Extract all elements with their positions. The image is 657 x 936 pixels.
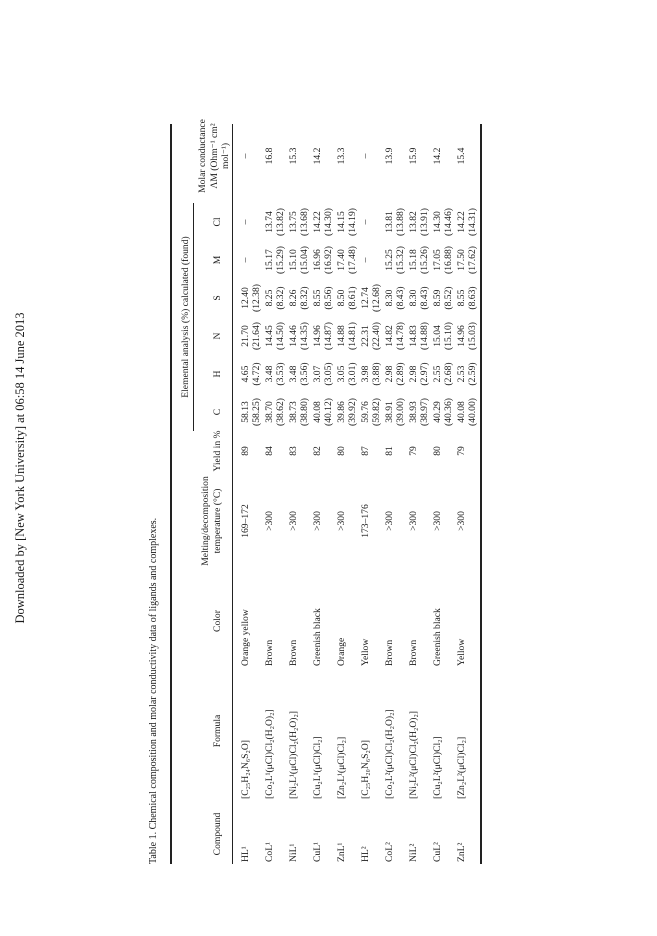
cell-molar: 13.3: [336, 147, 347, 165]
cell-found: (14.88): [419, 322, 430, 350]
table-caption: Table 1. Chemical composition and molar conductivity data of ligands and complexes.: [148, 517, 159, 864]
cell-found: (38.97): [419, 398, 430, 426]
cell-compound: CoL¹: [264, 842, 275, 862]
cell-formula: [Ni₂L²(μCl)Cl₂(H₂O)₂]: [408, 710, 419, 799]
cell-calculated: 8.55: [456, 289, 467, 307]
cell-c: [360, 393, 382, 431]
cell-h: [432, 355, 454, 393]
cell-mp: >300: [288, 511, 299, 531]
cell-n: [456, 317, 478, 355]
cell-calculated: 17.40: [336, 249, 347, 271]
cell-h: [240, 355, 262, 393]
cell-calculated: 13.82: [408, 211, 419, 233]
cell-color: Brown: [408, 639, 419, 666]
cell-found: (15.26): [419, 246, 430, 274]
cell-calculated: 16.96: [312, 249, 323, 271]
cell-formula: [Zn₂L²(μCl)Cl₂]: [456, 736, 467, 799]
cell-calculated: 8.55: [312, 289, 323, 307]
cell-yield: 80: [336, 446, 347, 456]
cell-found: (2.89): [395, 362, 406, 386]
cell-calculated: 15.17: [264, 249, 275, 271]
cell-found: (16.88): [443, 246, 454, 274]
cell-color: Greenish black: [432, 608, 443, 666]
cell-found: (14.30): [323, 208, 334, 236]
bottom-rule: [480, 124, 482, 864]
cell-calculated: 8.30: [384, 289, 395, 307]
cell-found: (14.19): [347, 208, 358, 236]
cell-h: [312, 355, 334, 393]
cell-calculated: 4.65: [240, 365, 251, 383]
cell-calculated: 14.96: [312, 325, 323, 347]
cell-calculated: 38.91: [384, 401, 395, 423]
cell-color: Brown: [288, 639, 299, 666]
cell-found: (2.97): [419, 362, 430, 386]
cell-formula: [Ni₂L¹(μCl)Cl₂(H₂O)₂]: [288, 710, 299, 799]
cell-mp: >300: [408, 511, 419, 531]
cell-h: [408, 355, 430, 393]
cell-s: [408, 279, 430, 317]
cell-found: (15.03): [467, 322, 478, 350]
cell-found: (14.31): [467, 208, 478, 236]
cell-calculated: 15.04: [432, 325, 443, 347]
cell-s: [288, 279, 310, 317]
cell-yield: 79: [408, 446, 419, 456]
cell-h: [360, 355, 382, 393]
cell-n: [288, 317, 310, 355]
cell-molar: 14.2: [312, 147, 323, 165]
header-elemental-analysis: Elemental analysis (%) calculated (found): [180, 236, 191, 398]
cell-found: (59.82): [371, 398, 382, 426]
cell-found: (22.40): [371, 322, 382, 350]
cell-calculated: 22.31: [360, 325, 371, 347]
header-rule: [232, 124, 233, 864]
cell-mp: >300: [432, 511, 443, 531]
cell-compound: CuL²: [432, 842, 443, 862]
cell-calculated: 2.53: [456, 365, 467, 383]
cell-s: [336, 279, 358, 317]
cell-n: [312, 317, 334, 355]
cell-m: [384, 241, 406, 279]
cell-found: (3.05): [323, 362, 334, 386]
cell-calculated: 14.15: [336, 211, 347, 233]
cell-found: (3.88): [371, 362, 382, 386]
cell-c: [408, 393, 430, 431]
cell-m: [408, 241, 430, 279]
cell-found: (14.87): [323, 322, 334, 350]
cell-found: (39.00): [395, 398, 406, 426]
header-melting-line2: temperature (°C): [211, 488, 223, 554]
cell-yield: 83: [288, 446, 299, 456]
cell-color: Yellow: [456, 638, 467, 666]
cell-calculated: –: [360, 257, 371, 263]
cell-m: [336, 241, 358, 279]
cell-s: [384, 279, 406, 317]
cell-m: [288, 241, 310, 279]
cell-mp: >300: [384, 511, 395, 531]
cell-formula: [Cu₂L²(μCl)Cl₂]: [432, 736, 443, 799]
cell-formula: [Co₂L²(μCl)Cl₂(H₂O)₂]: [384, 709, 395, 799]
cell-calculated: 59.76: [360, 401, 371, 423]
cell-molar: 15.3: [288, 147, 299, 165]
cell-c: [240, 393, 262, 431]
cell-found: (12.68): [371, 284, 382, 312]
cell-c: [432, 393, 454, 431]
header-H: H: [212, 370, 223, 378]
elemental-group-rule: [193, 203, 194, 431]
cell-n: [240, 317, 262, 355]
cell-molar: –: [360, 153, 371, 159]
cell-n: [360, 317, 382, 355]
cell-calculated: 15.10: [288, 249, 299, 271]
cell-calculated: 14.22: [456, 211, 467, 233]
header-Cl: Cl: [212, 217, 223, 227]
cell-compound: CoL²: [384, 842, 395, 862]
cell-color: Brown: [264, 639, 275, 666]
cell-found: (12.38): [251, 284, 262, 312]
cell-found: (40.12): [323, 398, 334, 426]
cell-calculated: 15.25: [384, 249, 395, 271]
cell-calculated: 2.55: [432, 365, 443, 383]
cell-m: [432, 241, 454, 279]
cell-found: (3.56): [299, 362, 310, 386]
cell-s: [312, 279, 334, 317]
header-molar: [197, 114, 232, 198]
cell-m: [360, 241, 371, 279]
cell-molar: 16.8: [264, 147, 275, 165]
cell-cl: [456, 203, 478, 241]
header-formula: Formula: [212, 714, 223, 748]
cell-found: (40.00): [467, 398, 478, 426]
cell-calculated: 3.05: [336, 365, 347, 383]
cell-found: (8.63): [467, 286, 478, 310]
cell-compound: NiL¹: [288, 843, 299, 862]
cell-cl: [288, 203, 310, 241]
cell-color: Greenish black: [312, 608, 323, 666]
cell-found: (17.62): [467, 246, 478, 274]
cell-mp: >300: [456, 511, 467, 531]
cell-compound: NiL²: [408, 843, 419, 862]
cell-found: (13.82): [275, 208, 286, 236]
cell-color: Yellow: [360, 638, 371, 666]
cell-found: (8.52): [443, 286, 454, 310]
cell-found: (8.56): [323, 286, 334, 310]
cell-found: (4.72): [251, 362, 262, 386]
cell-calculated: 13.81: [384, 211, 395, 233]
cell-molar: 13.9: [384, 147, 395, 165]
cell-found: (8.43): [395, 286, 406, 310]
cell-h: [264, 355, 286, 393]
cell-found: (16.92): [323, 246, 334, 274]
cell-s: [240, 279, 262, 317]
cell-calculated: 13.74: [264, 211, 275, 233]
cell-calculated: 8.26: [288, 289, 299, 307]
cell-yield: 82: [312, 446, 323, 456]
cell-found: (2.59): [467, 362, 478, 386]
cell-cl: [360, 203, 371, 241]
cell-yield: 79: [456, 446, 467, 456]
cell-molar: –: [240, 153, 251, 159]
cell-found: (15.32): [395, 246, 406, 274]
cell-found: (38.62): [275, 398, 286, 426]
cell-yield: 89: [240, 446, 251, 456]
cell-found: (58.25): [251, 398, 262, 426]
cell-s: [456, 279, 478, 317]
cell-c: [456, 393, 478, 431]
cell-found: (14.78): [395, 322, 406, 350]
cell-mp: >300: [312, 511, 323, 531]
cell-calculated: 17.50: [456, 249, 467, 271]
header-M: M: [212, 255, 223, 265]
cell-color: Orange: [336, 637, 347, 666]
cell-cl: [432, 203, 454, 241]
cell-calculated: 8.59: [432, 289, 443, 307]
top-rule: [170, 124, 172, 864]
cell-calculated: 12.40: [240, 287, 251, 309]
cell-found: (8.32): [275, 286, 286, 310]
cell-c: [288, 393, 310, 431]
header-N: N: [212, 332, 223, 340]
cell-c: [336, 393, 358, 431]
cell-color: Orange yellow: [240, 609, 251, 666]
cell-formula: [Cu₂L¹(μCl)Cl₂]: [312, 736, 323, 799]
cell-calculated: 38.73: [288, 401, 299, 423]
cell-color: Brown: [384, 639, 395, 666]
cell-n: [432, 317, 454, 355]
cell-calculated: 14.22: [312, 211, 323, 233]
cell-yield: 81: [384, 446, 395, 456]
cell-mp: 169–172: [240, 504, 251, 538]
cell-c: [312, 393, 334, 431]
cell-found: (17.48): [347, 246, 358, 274]
cell-found: (38.80): [299, 398, 310, 426]
cell-found: (15.29): [275, 246, 286, 274]
cell-c: [264, 393, 286, 431]
cell-n: [384, 317, 406, 355]
cell-calculated: 3.48: [288, 365, 299, 383]
cell-cl: [312, 203, 334, 241]
cell-formula: [Zn₂L¹(μCl)Cl₂]: [336, 736, 347, 799]
cell-molar: 15.9: [408, 147, 419, 165]
cell-calculated: 12.74: [360, 287, 371, 309]
cell-n: [408, 317, 430, 355]
header-melting: [200, 471, 223, 571]
cell-calculated: 2.98: [384, 365, 395, 383]
cell-found: (14.46): [443, 208, 454, 236]
cell-m: [456, 241, 478, 279]
cell-calculated: 8.25: [264, 289, 275, 307]
cell-m: [240, 241, 251, 279]
cell-mp: 173–176: [360, 504, 371, 538]
cell-calculated: 14.30: [432, 211, 443, 233]
cell-calculated: 38.70: [264, 401, 275, 423]
cell-found: (8.61): [347, 286, 358, 310]
cell-h: [384, 355, 406, 393]
cell-found: (21.64): [251, 322, 262, 350]
cell-calculated: 3.48: [264, 365, 275, 383]
cell-compound: CuL¹: [312, 842, 323, 862]
cell-calculated: 2.98: [408, 365, 419, 383]
cell-calculated: 38.93: [408, 401, 419, 423]
cell-calculated: 3.98: [360, 365, 371, 383]
cell-calculated: 39.86: [336, 401, 347, 423]
cell-h: [288, 355, 310, 393]
cell-calculated: 8.30: [408, 289, 419, 307]
cell-found: (13.68): [299, 208, 310, 236]
cell-found: (14.81): [347, 322, 358, 350]
cell-n: [264, 317, 286, 355]
cell-compound: HL¹: [240, 846, 251, 862]
cell-cl: [336, 203, 358, 241]
cell-yield: 84: [264, 446, 275, 456]
cell-found: (2.68): [443, 362, 454, 386]
cell-calculated: –: [360, 219, 371, 225]
cell-formula: [Co₂L¹(μCl)Cl₂(H₂O)₂]: [264, 709, 275, 799]
cell-calculated: 21.70: [240, 325, 251, 347]
cell-calculated: 40.08: [456, 401, 467, 423]
header-compound: Compound: [212, 812, 223, 856]
header-molar-line1: Molar conductance: [197, 119, 208, 193]
cell-n: [336, 317, 358, 355]
cell-compound: ZnL¹: [336, 842, 347, 862]
cell-calculated: –: [240, 219, 251, 225]
cell-m: [312, 241, 334, 279]
cell-m: [264, 241, 286, 279]
cell-calculated: 17.05: [432, 249, 443, 271]
cell-found: (15.04): [299, 246, 310, 274]
cell-found: (3.01): [347, 362, 358, 386]
cell-calculated: 14.88: [336, 325, 347, 347]
cell-found: (39.92): [347, 398, 358, 426]
download-notice: Downloaded by [New York University] at 06:58 14 June 2013: [13, 312, 27, 624]
cell-mp: >300: [336, 511, 347, 531]
cell-cl: [384, 203, 406, 241]
cell-formula: [C₂₅H₂₄N₆S₂O]: [240, 740, 251, 799]
cell-s: [360, 279, 382, 317]
cell-cl: [408, 203, 430, 241]
cell-found: (8.32): [299, 286, 310, 310]
cell-calculated: 14.96: [456, 325, 467, 347]
cell-calculated: 13.75: [288, 211, 299, 233]
cell-found: (8.43): [419, 286, 430, 310]
cell-calculated: 3.07: [312, 365, 323, 383]
cell-calculated: 40.29: [432, 401, 443, 423]
cell-c: [384, 393, 406, 431]
cell-calculated: –: [240, 257, 251, 263]
cell-yield: 80: [432, 446, 443, 456]
cell-yield: 87: [360, 446, 371, 456]
cell-mp: >300: [264, 511, 275, 531]
cell-s: [264, 279, 286, 317]
cell-molar: 15.4: [456, 147, 467, 165]
header-melting-line1: Melting/decomposition: [200, 476, 211, 566]
cell-found: (15.10): [443, 322, 454, 350]
cell-s: [432, 279, 454, 317]
cell-h: [336, 355, 358, 393]
cell-found: (14.35): [299, 322, 310, 350]
cell-cl: [264, 203, 286, 241]
cell-calculated: 14.45: [264, 325, 275, 347]
cell-found: (40.36): [443, 398, 454, 426]
cell-compound: ZnL²: [456, 842, 467, 862]
header-color: Color: [212, 610, 223, 632]
cell-formula: [C₂₅H₂₀N₆S₂O]: [360, 740, 371, 799]
cell-calculated: 15.18: [408, 249, 419, 271]
header-molar-line2: ΛM (Ohm⁻¹ cm² mol⁻¹): [208, 123, 231, 189]
cell-molar: 14.2: [432, 147, 443, 165]
cell-calculated: 14.46: [288, 325, 299, 347]
header-S: S: [212, 295, 223, 301]
cell-compound: HL²: [360, 846, 371, 862]
cell-calculated: 14.82: [384, 325, 395, 347]
cell-found: (3.53): [275, 362, 286, 386]
cell-calculated: 40.08: [312, 401, 323, 423]
cell-calculated: 8.50: [336, 289, 347, 307]
header-C: C: [212, 408, 223, 416]
cell-h: [456, 355, 478, 393]
cell-found: (13.91): [419, 208, 430, 236]
header-yield: Yield in %: [212, 430, 223, 472]
cell-cl: [240, 203, 251, 241]
cell-found: (13.88): [395, 208, 406, 236]
cell-found: (14.50): [275, 322, 286, 350]
cell-calculated: 58.13: [240, 401, 251, 423]
cell-calculated: 14.83: [408, 325, 419, 347]
